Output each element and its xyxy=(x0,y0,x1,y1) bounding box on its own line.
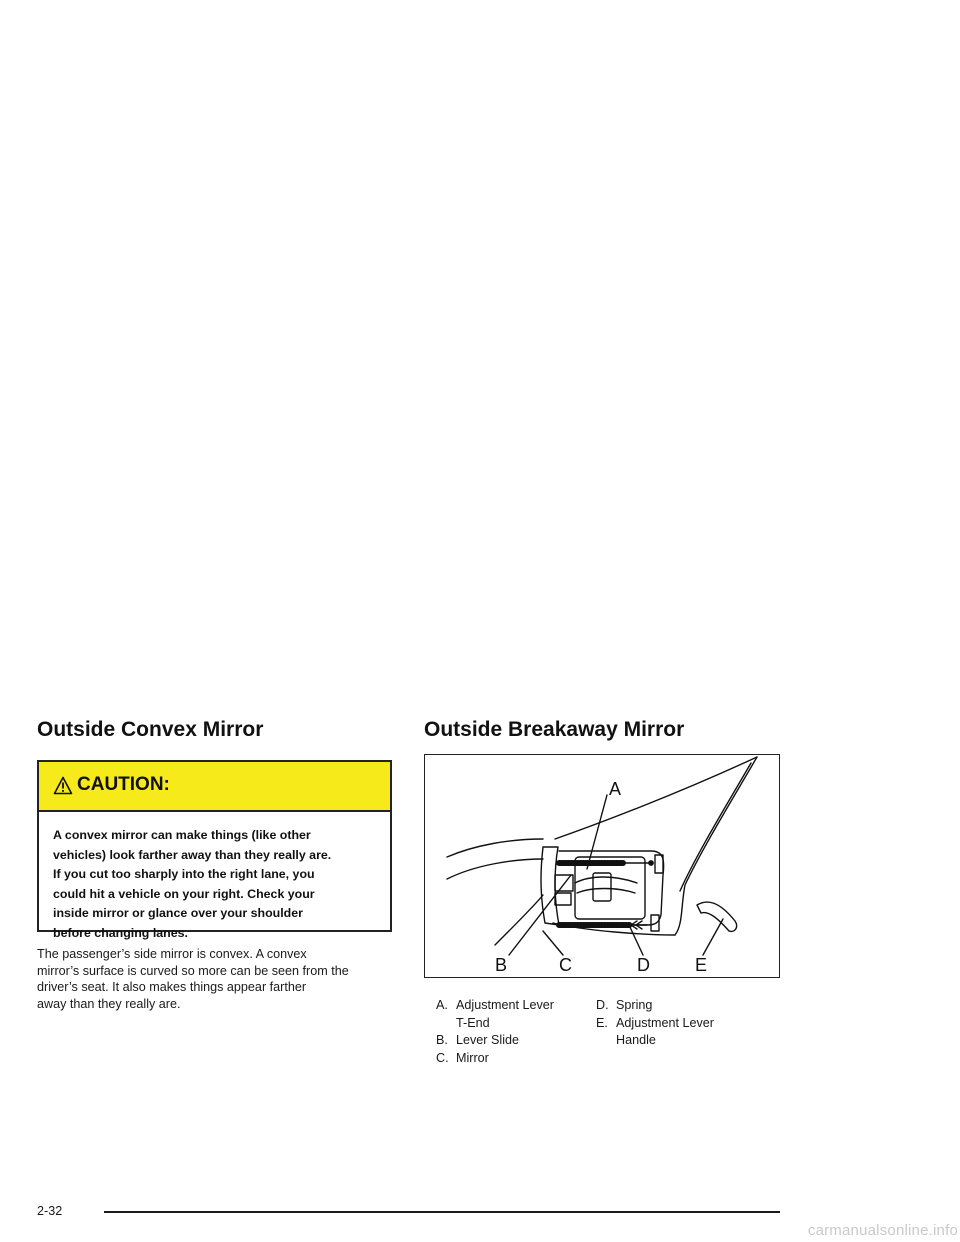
legend-item xyxy=(596,1015,736,1050)
leader-line-a xyxy=(587,795,607,869)
door-line xyxy=(447,859,543,879)
leader-line-b xyxy=(509,875,571,955)
warning-triangle-icon xyxy=(53,776,73,795)
callout-c: C xyxy=(559,955,572,975)
legend-text: Adjustment Lever xyxy=(616,1015,715,1030)
lever-handle xyxy=(697,902,737,931)
section-heading-breakaway-mirror: Outside Breakaway Mirror xyxy=(424,718,685,741)
caution-title xyxy=(53,774,170,796)
callout-d: D xyxy=(637,955,650,975)
legend-key: A. xyxy=(436,998,448,1012)
caution-line: before changing lanes. xyxy=(53,925,188,940)
mirror-illustration xyxy=(425,755,778,976)
legend-key: D. xyxy=(596,998,609,1012)
legend-text: Adjustment Lever xyxy=(456,998,555,1012)
body-line: driver’s seat. It also makes things appear farther xyxy=(37,980,307,995)
figure-legend-right xyxy=(596,997,736,1050)
body-line: The passenger’s side mirror is convex. A convex xyxy=(37,947,307,961)
caution-line: A convex mirror can make things (like other xyxy=(53,828,311,842)
body-paragraph xyxy=(37,946,397,1012)
legend-text: T-End xyxy=(456,1015,490,1030)
caution-line: vehicles) look farther away than they really are. xyxy=(53,847,332,862)
legend-text: Handle xyxy=(616,1033,656,1047)
page-number: 2-32 xyxy=(37,1204,63,1218)
legend-key: C. xyxy=(436,1050,449,1065)
watermark: carmanualsonline.info xyxy=(807,1222,958,1239)
legend-text: Lever Slide xyxy=(456,1033,520,1047)
bracket xyxy=(555,893,571,905)
footer-rule xyxy=(104,1211,780,1213)
door-line xyxy=(447,839,543,857)
rod-end xyxy=(649,861,653,865)
callout-e: E xyxy=(695,955,708,975)
caution-box xyxy=(37,760,392,940)
caution-text xyxy=(53,826,381,943)
caution-line: could hit a vehicle on your right. Check your xyxy=(53,886,315,901)
legend-text: Mirror xyxy=(456,1050,489,1065)
lever-body xyxy=(577,889,635,894)
lever-body xyxy=(575,877,637,883)
callout-a: A xyxy=(609,779,622,799)
caution-label: CAUTION: xyxy=(77,774,170,795)
leader-line-d xyxy=(629,925,643,955)
legend-key: B. xyxy=(436,1033,448,1047)
mirror-housing xyxy=(541,847,559,925)
caution-header xyxy=(39,762,390,812)
caution-line: If you cut too sharply into the right lane, you xyxy=(53,867,315,881)
body-line: mirror’s surface is curved so more can be seen from the xyxy=(37,963,349,978)
leader-line-c xyxy=(543,931,563,955)
caution-line: inside mirror or glance over your shoulder xyxy=(53,906,303,920)
leader-line-e xyxy=(703,919,723,955)
section-heading-convex-mirror: Outside Convex Mirror xyxy=(37,718,264,741)
legend-item xyxy=(436,997,576,1032)
callout-b: B xyxy=(495,955,508,975)
mirror-glass xyxy=(675,757,757,935)
figure-legend-left xyxy=(436,997,576,1067)
mirror-housing xyxy=(555,757,757,839)
legend-item xyxy=(596,997,736,1015)
mirror-diagram xyxy=(424,754,780,978)
legend-item xyxy=(436,1032,576,1050)
legend-key: E. xyxy=(596,1015,608,1030)
legend-text: Spring xyxy=(616,998,653,1012)
legend-item xyxy=(436,1050,576,1068)
body-line: away than they really are. xyxy=(37,996,181,1011)
